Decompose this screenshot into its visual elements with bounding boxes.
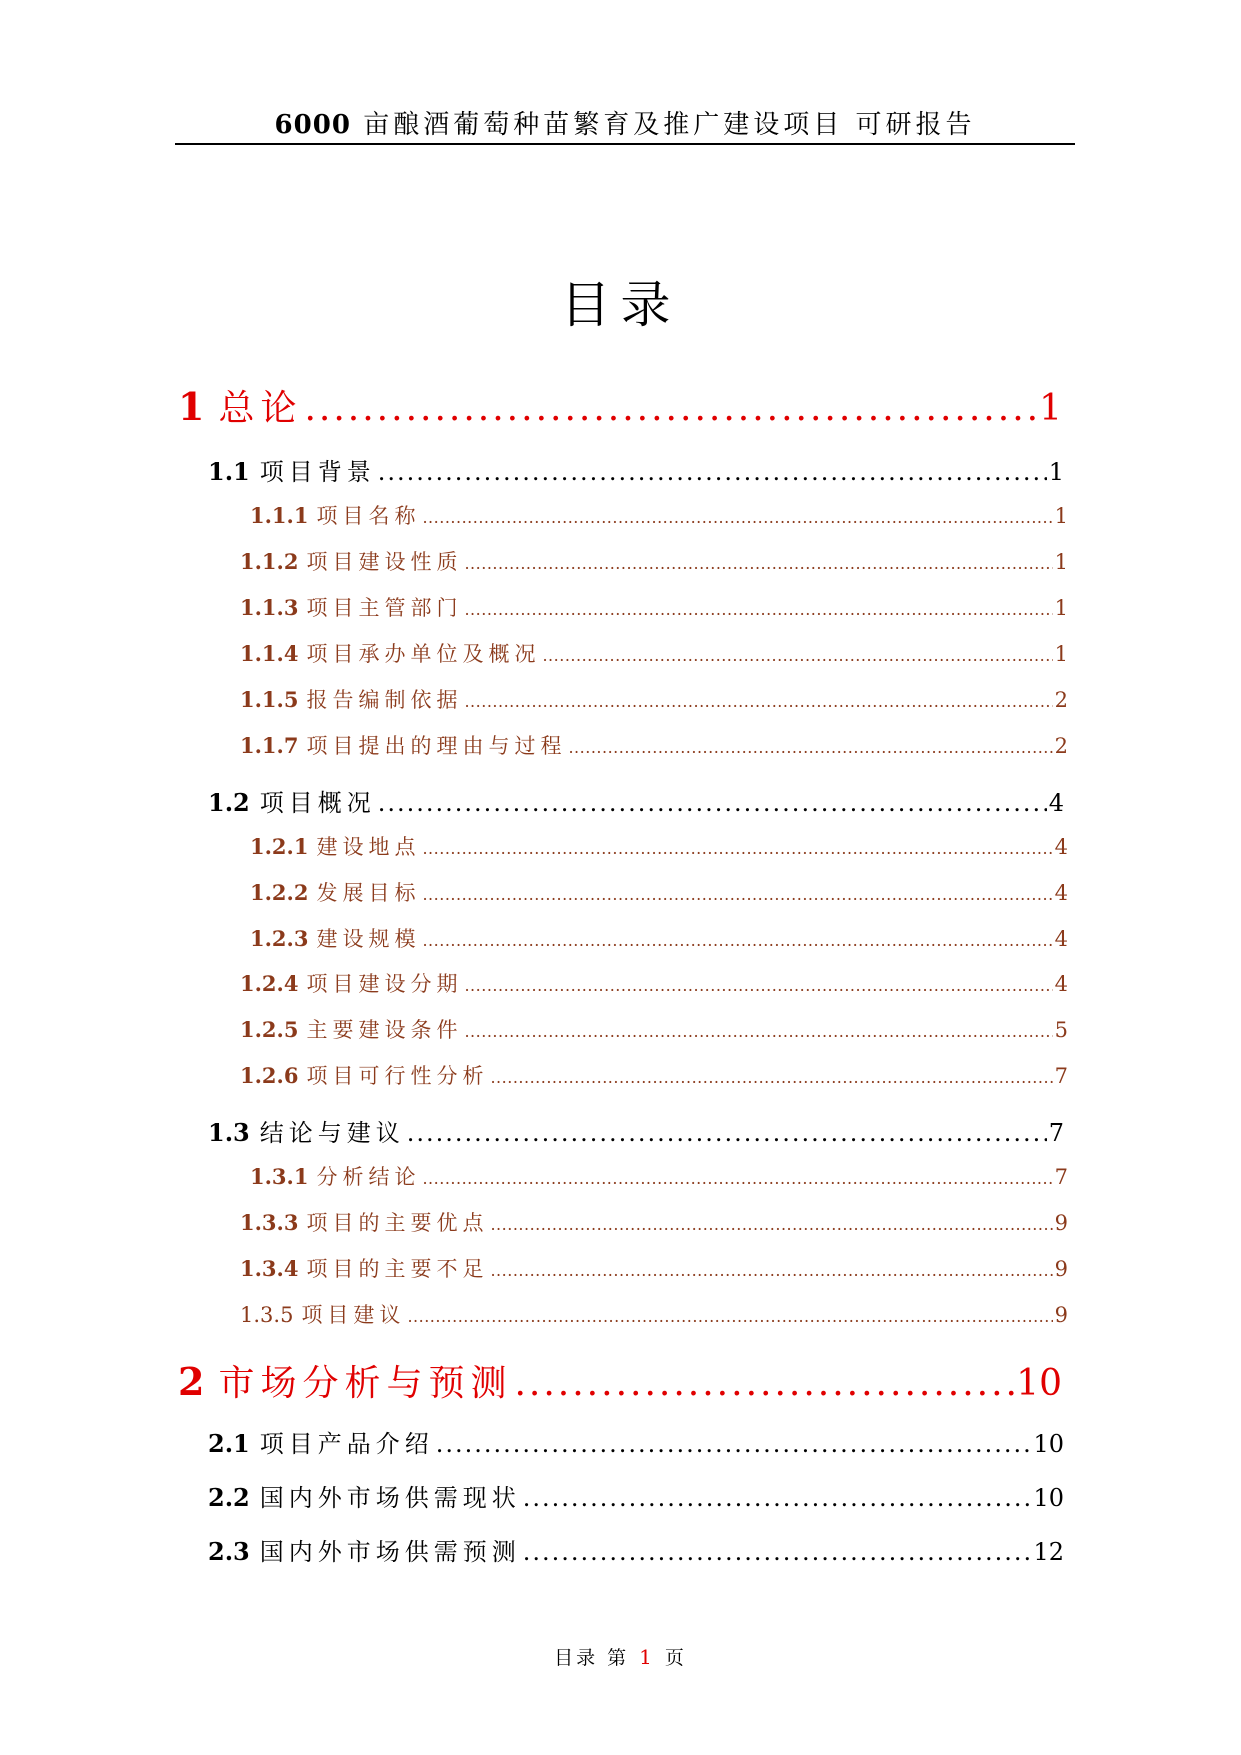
toc-number: 1.1.3 [240, 595, 299, 620]
toc-subsection-1-1-1[interactable] [250, 500, 1068, 530]
toc-subsection-1-1-3[interactable] [240, 592, 1068, 622]
toc-leader-dots [523, 1538, 1032, 1566]
toc-subsection-1-2-3[interactable] [250, 923, 1068, 953]
toc-number: 1.1.2 [240, 549, 299, 574]
toc-page: 1 [1054, 504, 1068, 528]
toc-section-2-3[interactable] [208, 1532, 1064, 1567]
toc-leader-dots [514, 1363, 1014, 1404]
toc-number: 1.2.3 [250, 926, 309, 951]
toc-page: 7 [1054, 1165, 1068, 1189]
toc-number: 2.2 [208, 1483, 250, 1512]
toc-number: 2.1 [208, 1429, 250, 1458]
toc-number: 1.3.5 [240, 1303, 294, 1327]
toc-page: 9 [1054, 1303, 1068, 1327]
toc-subsection-1-3-4[interactable] [240, 1253, 1068, 1283]
toc-leader-dots [464, 1022, 1052, 1041]
toc-leader-dots [436, 1430, 1032, 1458]
toc-label: 国内外市场供需预测 [259, 1538, 521, 1566]
toc-number: 1.1.4 [240, 641, 299, 666]
toc-subsection-1-1-4[interactable] [240, 638, 1068, 668]
toc-number: 1.2.4 [240, 971, 299, 996]
toc-leader-dots [490, 1215, 1052, 1234]
toc-leader-dots [407, 1307, 1052, 1326]
toc-label: 项目名称 [316, 504, 421, 528]
toc-chapter-1[interactable] [178, 380, 1062, 431]
page-title: 目录 [560, 276, 681, 334]
toc-subsection-1-1-7[interactable] [240, 730, 1068, 760]
toc-leader-dots [568, 738, 1052, 757]
toc-leader-dots [378, 458, 1047, 486]
toc-number: 1.2 [208, 788, 250, 817]
toc-page: 1 [1039, 388, 1062, 429]
toc-page: 2 [1054, 734, 1068, 758]
toc-label: 项目概况 [259, 789, 376, 817]
toc-page: 12 [1033, 1538, 1064, 1566]
toc-page: 4 [1054, 881, 1068, 905]
page-footer [0, 1643, 1241, 1670]
toc-label: 结论与建议 [259, 1119, 405, 1147]
toc-number: 1.2.1 [250, 834, 309, 859]
toc-page: 10 [1033, 1484, 1064, 1512]
toc-subsection-1-1-2[interactable] [240, 546, 1068, 576]
toc-leader-dots [407, 1119, 1047, 1147]
toc-number: 2 [178, 1359, 205, 1404]
toc-leader-dots [304, 388, 1037, 429]
toc-label: 发展目标 [316, 881, 421, 905]
toc-page: 7 [1048, 1119, 1064, 1147]
toc-number: 1.1.1 [250, 503, 309, 528]
footer-page-number: 1 [639, 1645, 655, 1669]
toc-section-1-2[interactable] [208, 783, 1064, 818]
toc-leader-dots [422, 1169, 1052, 1188]
toc-label: 项目承办单位及概况 [306, 642, 541, 666]
toc-number: 1.2.2 [250, 880, 309, 905]
footer-suffix: 页 [664, 1647, 687, 1669]
toc-page: 9 [1054, 1257, 1068, 1281]
toc-section-1-1[interactable] [208, 452, 1064, 487]
toc-number: 1.3.4 [240, 1256, 299, 1281]
toc-label: 项目可行性分析 [306, 1064, 489, 1088]
toc-leader-dots [464, 692, 1052, 711]
toc-number: 2.3 [208, 1537, 250, 1566]
toc-subsection-1-2-1[interactable] [250, 831, 1068, 861]
toc-label: 项目建设性质 [306, 550, 463, 574]
toc-chapter-2[interactable] [178, 1355, 1062, 1406]
toc-subsection-1-2-5[interactable] [240, 1014, 1068, 1044]
toc-page: 10 [1033, 1430, 1064, 1458]
toc-subsection-1-2-2[interactable] [250, 877, 1068, 907]
toc-page: 4 [1054, 972, 1068, 996]
toc-leader-dots [523, 1484, 1032, 1512]
toc-number: 1.3.3 [240, 1210, 299, 1235]
toc-number: 1 [178, 384, 205, 429]
toc-number: 1.3.1 [250, 1164, 309, 1189]
toc-number: 1.3 [208, 1118, 250, 1147]
toc-leader-dots [422, 508, 1052, 527]
toc-leader-dots [422, 885, 1052, 904]
toc-label: 报告编制依据 [306, 688, 463, 712]
toc-subsection-1-3-1[interactable] [250, 1161, 1068, 1191]
toc-leader-dots [490, 1261, 1052, 1280]
toc-section-1-3[interactable] [208, 1113, 1064, 1148]
toc-page: 2 [1054, 688, 1068, 712]
toc-page: 5 [1054, 1018, 1068, 1042]
toc-page: 1 [1054, 596, 1068, 620]
toc-page: 10 [1016, 1363, 1062, 1404]
toc-number: 1.1.7 [240, 733, 299, 758]
toc-page: 1 [1054, 550, 1068, 574]
header-text: 亩酿酒葡萄种苗繁育及推广建设项目 可研报告 [363, 110, 976, 140]
toc-label: 项目建议 [301, 1303, 406, 1327]
toc-page: 7 [1054, 1064, 1068, 1088]
toc-number: 1.1 [208, 457, 250, 486]
toc-subsection-1-3-5[interactable] [240, 1299, 1068, 1329]
footer-prefix: 目录 第 [554, 1647, 630, 1669]
toc-leader-dots [490, 1068, 1052, 1087]
toc-subsection-1-1-5[interactable] [240, 684, 1068, 714]
toc-subsection-1-2-4[interactable] [240, 968, 1068, 998]
toc-page: 9 [1054, 1211, 1068, 1235]
toc-leader-dots [422, 839, 1052, 858]
toc-label: 主要建设条件 [306, 1018, 463, 1042]
toc-label: 项目的主要不足 [306, 1257, 489, 1281]
toc-leader-dots [542, 646, 1052, 665]
toc-subsection-1-3-3[interactable] [240, 1207, 1068, 1237]
toc-page: 1 [1054, 642, 1068, 666]
toc-leader-dots [378, 789, 1047, 817]
toc-label: 分析结论 [316, 1165, 421, 1189]
toc-page: 4 [1054, 835, 1068, 859]
toc-page: 4 [1048, 789, 1064, 817]
toc-label: 建设地点 [316, 835, 421, 859]
toc-number: 1.2.5 [240, 1017, 299, 1042]
toc-label: 项目主管部门 [306, 596, 463, 620]
toc-label: 建设规模 [316, 927, 421, 951]
toc-leader-dots [464, 554, 1052, 573]
toc-label: 项目建设分期 [306, 972, 463, 996]
toc-number: 1.1.5 [240, 687, 299, 712]
toc-number: 1.2.6 [240, 1063, 299, 1088]
toc-page: 4 [1054, 927, 1068, 951]
toc-leader-dots [422, 931, 1052, 950]
toc-label: 项目提出的理由与过程 [306, 734, 567, 758]
toc-label: 项目的主要优点 [306, 1211, 489, 1235]
toc-leader-dots [464, 976, 1052, 995]
toc-page: 1 [1048, 458, 1064, 486]
toc-label: 总论 [218, 388, 303, 429]
toc-subsection-1-2-6[interactable] [240, 1060, 1068, 1090]
toc-leader-dots [464, 600, 1052, 619]
toc-label: 国内外市场供需现状 [259, 1484, 521, 1512]
toc-section-2-2[interactable] [208, 1478, 1064, 1513]
toc-label: 市场分析与预测 [218, 1363, 513, 1404]
toc-label: 项目背景 [259, 458, 376, 486]
header-number: 6000 [274, 110, 351, 140]
toc-section-2-1[interactable] [208, 1424, 1064, 1459]
toc-label: 项目产品介绍 [259, 1430, 434, 1458]
